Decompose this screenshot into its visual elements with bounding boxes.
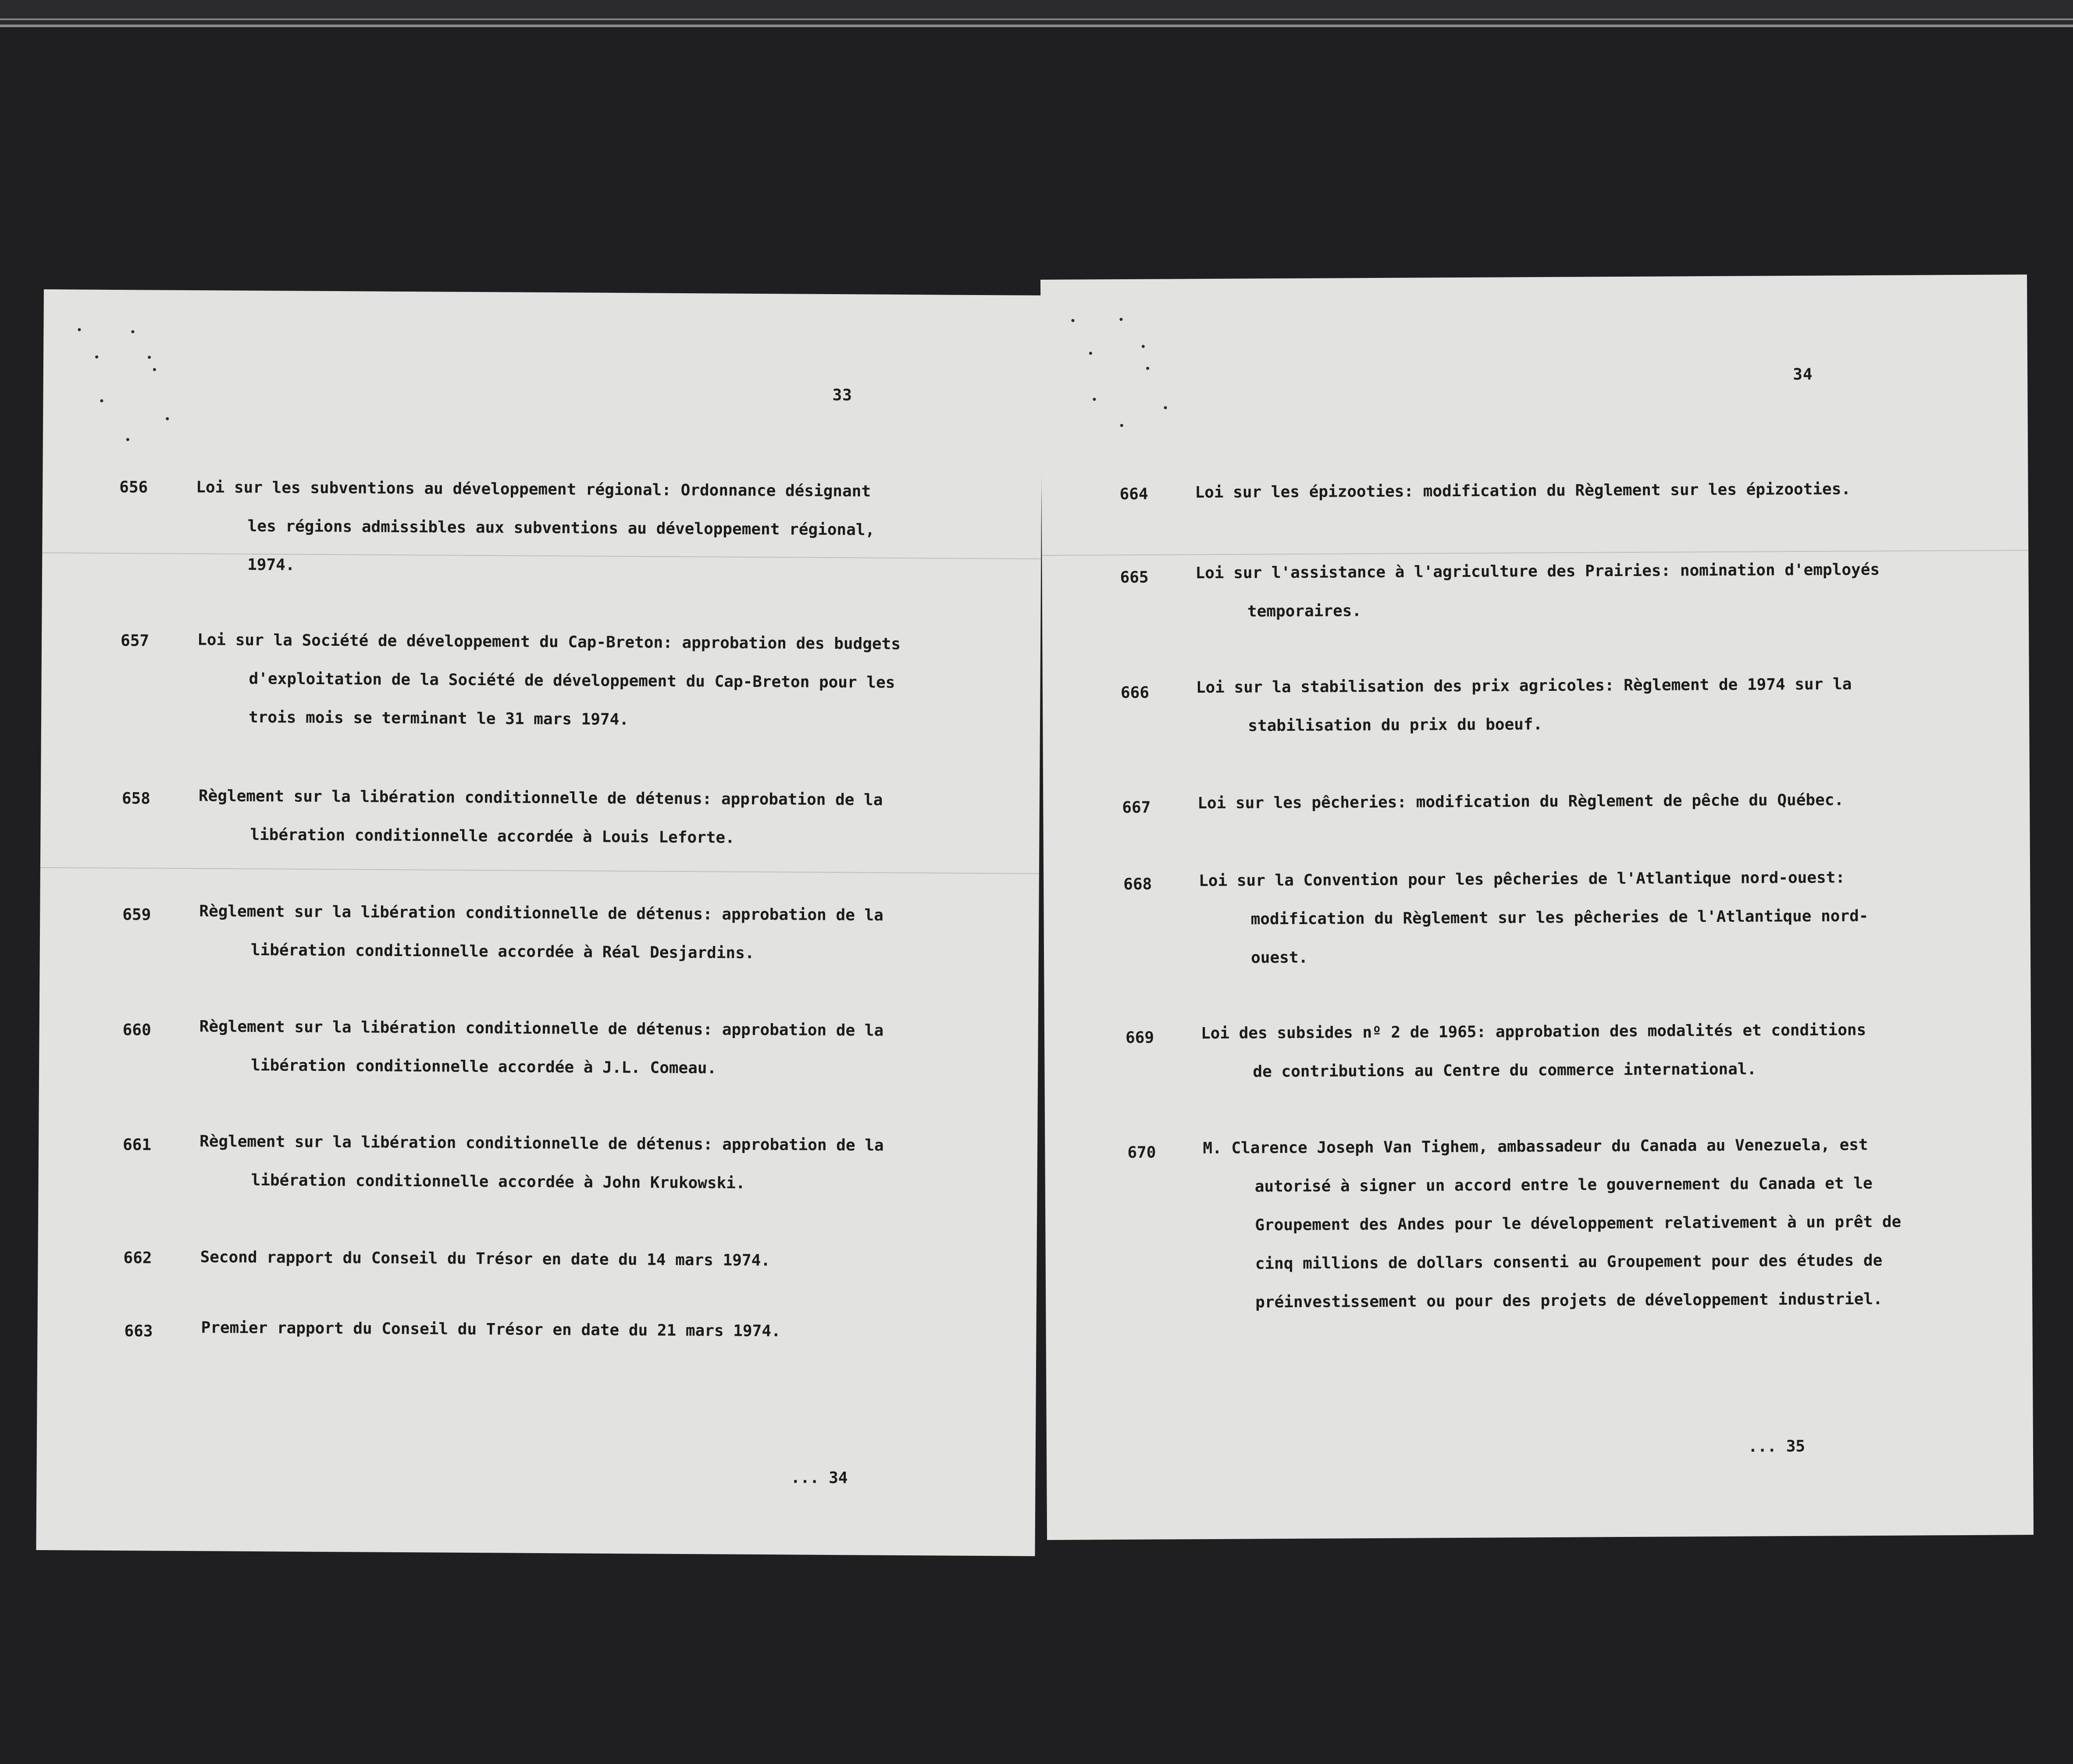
entry-number: 670 [1127,1143,1156,1162]
entry-number: 658 [121,790,151,808]
entry-text-line: Loi sur les épizooties: modification du Règlement sur les épizooties. [1195,480,1851,502]
entry-text-line: Règlement sur la libération conditionnelle de détenus: approbation de la [199,1132,884,1155]
entry-text-line: Loi sur les subventions au développement régional: Ordonnance désignant [196,478,871,501]
speck [1142,345,1145,348]
speck [1071,319,1074,322]
entry-number: 665 [1120,568,1149,587]
entry-text-line: ouest. [1250,948,1308,967]
entry-number: 656 [119,478,148,497]
speck [131,330,134,333]
entry-number: 661 [122,1136,152,1154]
entry-text-line: 1974. [247,555,295,574]
entry-text-line: Groupement des Andes pour le développement relativement à un prêt de [1255,1213,1902,1234]
entry-text-line: modification du Règlement sur les pêcheries de l'Atlantique nord- [1250,907,1869,928]
entry-text-line: de contributions au Centre du commerce international. [1253,1060,1757,1081]
entry-text-line: Loi sur l'assistance à l'agriculture des Prairies: nomination d'employés [1195,560,1880,583]
speck [166,417,169,420]
entry-number: 669 [1125,1028,1154,1047]
page-footer: ... 35 [1748,1437,1806,1456]
entry-text-line: Loi sur les pêcheries: modification du Règlement de pêche du Québec. [1197,791,1844,813]
entry-text-line: Premier rapport du Conseil du Trésor en date du 21 mars 1974. [201,1319,781,1341]
entry-text-line: Règlement sur la libération conditionnelle de détenus: approbation de la [199,902,883,925]
speck [78,328,81,331]
speck [1089,352,1092,355]
entry-text-line: autorisé à signer un accord entre le gouvernement du Canada et le [1254,1174,1873,1196]
page-footer: ... 34 [791,1469,848,1487]
speck [95,356,98,359]
entry-number: 660 [122,1021,151,1039]
speck [1146,367,1149,370]
entry-text-line: Règlement sur la libération conditionnelle de détenus: approbation de la [199,1017,884,1040]
film-edge-line [0,18,2073,20]
entry-number: 657 [120,632,150,650]
entry-text-line: Second rapport du Conseil du Trésor en date du 14 mars 1974. [200,1248,771,1270]
entry-text-line: préinvestissement ou pour des projets de développement industriel. [1255,1290,1883,1312]
entry-text-line: libération conditionnelle accordée à Réal Desjardins. [250,941,755,962]
entry-text-line: libération conditionnelle accordée à John Krukowski. [251,1171,745,1192]
entry-text-line: Règlement sur la libération conditionnelle de détenus: approbation de la [198,787,883,809]
entry-number: 667 [1122,798,1151,817]
speck [1164,406,1167,409]
speck [153,368,156,371]
page-number: 34 [1793,365,1813,384]
speck [1093,398,1096,401]
speck [126,438,129,441]
entry-text-line: M. Clarence Joseph Van Tighem, ambassadeur du Canada au Venezuela, est [1203,1136,1868,1158]
entry-text-line: libération conditionnelle accordée à Louis Leforte. [250,825,735,847]
entry-text-line: temporaires. [1247,602,1362,621]
scan-line [40,867,1039,874]
entry-number: 666 [1120,683,1150,702]
entry-text-line: Loi sur la Société de développement du Cap-Breton: approbation des budgets [197,631,901,653]
entry-text-line: d'exploitation de la Société de développement du Cap-Breton pour les [249,669,895,692]
speck [1120,424,1123,427]
entry-text-line: Loi des subsides nº 2 de 1965: approbation des modalités et conditions [1200,1021,1866,1043]
entry-number: 664 [1119,485,1148,504]
page-number: 33 [832,386,853,405]
entry-number: 668 [1123,875,1152,894]
entry-number: 663 [124,1322,153,1341]
document-page-left [36,289,1043,1556]
speck [148,356,151,359]
entry-text-line: Loi sur la stabilisation des prix agricoles: Règlement de 1974 sur la [1196,675,1852,697]
entry-text-line: stabilisation du prix du boeuf. [1248,715,1543,735]
entry-number: 662 [123,1249,152,1267]
document-page-right [1040,274,2034,1540]
entry-text-line: les régions admissibles aux subventions au développement régional, [247,517,875,539]
entry-text-line: libération conditionnelle accordée à J.L. Comeau. [251,1056,717,1078]
speck [100,399,103,402]
entry-text-line: cinq millions de dollars consenti au Groupement pour des études de [1255,1251,1883,1273]
entry-text-line: Loi sur la Convention pour les pêcheries de l'Atlantique nord-ouest: [1199,868,1845,890]
entry-number: 659 [122,906,151,924]
film-top-edge [0,0,2073,27]
entry-text-line: trois mois se terminant le 31 mars 1974. [248,708,629,729]
speck [1119,318,1122,321]
